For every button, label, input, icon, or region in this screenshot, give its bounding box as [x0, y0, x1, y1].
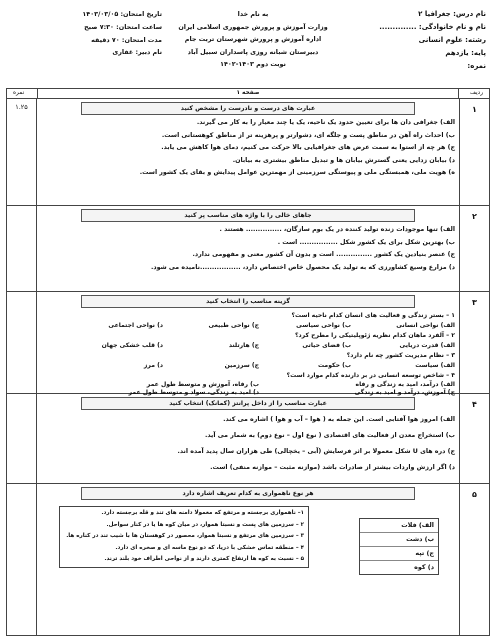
- teacher-name: نام دبیر: غفاری: [112, 48, 162, 57]
- mc-option: ج) آموزش، درآمد و امید به زندگی: [354, 389, 455, 396]
- score-label: نمره:: [467, 62, 486, 70]
- exam-time: ساعت امتحان: ۷:۳۰ صبح: [84, 22, 162, 31]
- mc-option: الف) سیاست: [415, 362, 455, 369]
- student-info: [358, 8, 486, 73]
- question-title: گزینه مناسب را انتخاب کنید: [81, 295, 415, 308]
- mc-option: د) نواحی اجتماعی: [108, 322, 163, 329]
- grade-level: پایه: یازدهم: [445, 49, 486, 57]
- mc-option: ب) فضای حیاتی: [302, 342, 351, 349]
- term: د) کوه: [414, 563, 434, 571]
- term: ب) دشت: [360, 533, 438, 547]
- mc-option: الف) نواحی انسانی: [396, 322, 455, 329]
- definition: ۲ – سرزمین های پست و نسبتا هموار، در میان کوه ها یا در کنار سواحل.: [106, 521, 304, 528]
- statement: د) بیابان زدایی یعنی گسترش بیابان ها و تبدیل مناطق بیشتری به بیابان.: [232, 156, 455, 164]
- question-4: [6, 394, 490, 484]
- question-score: [7, 206, 37, 291]
- question-score: [7, 292, 37, 393]
- question-body: [37, 292, 459, 396]
- blank-statement: ج) عنصر بنیادین یک کشور ............... است و بدون آن کشور معنی و مفهومی ندارد.: [192, 251, 455, 258]
- mc-option: الف) درآمد، امید به زندگی و رفاه: [355, 381, 455, 388]
- exam-duration: مدت امتحان: ۷۰ دقیقه: [91, 35, 162, 44]
- choice-statement: د) اگر ارزش واردات بیشتر از صادرات باشد (موازنه مثبت – موازنه منفی) است.: [210, 464, 455, 471]
- exam-term: نوبت دوم ۱۴۰۳-۱۴۰۲: [220, 60, 286, 68]
- mc-option: ج) سرزمین: [224, 362, 259, 369]
- score-column-label: نمره: [13, 90, 25, 96]
- term: الف) فلات: [360, 519, 438, 533]
- question-1: [6, 99, 490, 206]
- question-title: عبارت مناسب را از داخل پرانتز (کمانک) انتخاب کنید: [81, 397, 415, 410]
- row-label: ردیف: [470, 90, 483, 96]
- definition: ۳ – سرزمین های مرتفع و نسبتا هموار، محصور در کوهستان ها با شیب تند در کناره ها.: [66, 533, 304, 540]
- question-5: [6, 484, 490, 636]
- divider: [37, 89, 38, 98]
- statement: ه) هویت ملی، همبستگی ملی و پیوستگی سرزمینی از مهمترین عوامل پیدایش و بقای یک کشور است.: [139, 169, 455, 176]
- mc-option: ب) نواحی سیاسی: [296, 322, 351, 329]
- question-3: [6, 292, 490, 394]
- question-2: [6, 206, 490, 292]
- question-title: عبارت های درست و نادرست را مشخص کنید: [81, 102, 415, 115]
- question-number: ۲: [459, 206, 489, 291]
- question-body: [37, 99, 459, 205]
- course-name: نام درس: جغرافیا ۲: [418, 10, 486, 18]
- table-header-bar: [6, 88, 490, 99]
- terms-box: [359, 518, 439, 575]
- mc-option: ج) نواحی طبیعی: [208, 322, 259, 329]
- education-office: اداره آموزش و پرورش شهرستان تربت جام: [184, 35, 322, 43]
- field-of-study: رشته: علوم انسانی: [418, 36, 486, 44]
- student-name: نام و نام خانوادگی: ..............: [379, 23, 486, 31]
- question-number: ۵: [459, 484, 489, 635]
- choice-statement: الف) امروز هوا آفتابی است. این جمله به ( هوا – آب و هوا ) اشاره می کند.: [223, 416, 455, 423]
- school-info: [158, 8, 348, 71]
- basmala: به نام خدا: [237, 10, 269, 18]
- exam-date: تاریخ امتحان: ۱۴۰۳/۰۳/۰۵: [82, 10, 162, 18]
- mc-question: ۳ – نظام مدیریت کشور چه نام دارد؟: [346, 352, 455, 359]
- exam-header: [6, 6, 490, 86]
- question-number: ۳: [459, 292, 489, 393]
- question-body: [37, 206, 459, 291]
- mc-question: ۱ – بستر زندگی و فعالیت های انسان کدام ناحیه است؟: [291, 312, 455, 319]
- question-number: ۱: [459, 99, 489, 205]
- question-score: [7, 484, 37, 635]
- question-title: هر نوع ناهمواری به کدام تعریف اشاره دارد: [81, 487, 415, 500]
- ministry-name: وزارت آموزش و پرورش جمهوری اسلامی ایران: [178, 22, 328, 31]
- definition: ۵ – نسبت به کوه ها ارتفاع کمتری دارند و از نواحی اطراف خود بلند ترند.: [104, 556, 304, 563]
- question-body: [37, 484, 459, 635]
- page-number: صفحه ۱: [236, 90, 260, 96]
- mc-option: ب) حکومت: [317, 362, 351, 369]
- mc-option: د) قلب خشکی جهان: [101, 342, 163, 349]
- question-title: جاهای خالی را با واژه های مناسب پر کنید: [81, 209, 415, 222]
- term: ج) تپه: [360, 547, 438, 561]
- mc-option: د) مرز: [143, 362, 163, 369]
- statement-list: [41, 117, 455, 180]
- statement: الف) جغرافی دان ها برای تعیین حدود یک ناحیه، یک یا چند معیار را به کار می گیرند.: [196, 119, 455, 126]
- statement: ب) احداث راه آهن در مناطق پست و جلگه ای، دشوارتر و پرهزینه تر از مناطق کوهستانی است.: [161, 131, 455, 139]
- exam-page: [6, 6, 490, 636]
- mc-option: ب) رفاه، آموزش و متوسط طول عمر: [146, 381, 259, 388]
- choice-list: [41, 412, 455, 476]
- mc-question: ۴ – شاخص توسعه انسانی در بر دارنده کدام موارد است؟: [286, 372, 455, 379]
- mc-option: د) امید به زندگی، سواد و متوسط طول عمر: [128, 389, 259, 396]
- mc-question: ۲ – آلفرد ماهان کدام نظریه ژئوپلیتیکی را مطرح کرد؟: [295, 332, 455, 339]
- statement: ج) هر چه از استوا به سمت عرض های جغرافیایی بالا حرکت می کنیم، دمای هوا کاهش می یابد.: [161, 144, 455, 151]
- question-score: [7, 394, 37, 483]
- question-number: ۴: [459, 394, 489, 483]
- blank-list: [41, 224, 455, 274]
- school-name: دبیرستان شبانه روزی پاسداران سبیل آباد: [187, 47, 319, 56]
- blank-statement: الف) تنها موجودات زنده تولید کننده در یک بوم سازگان، ............... هستند .: [219, 226, 455, 233]
- question-body: [37, 394, 459, 483]
- blank-statement: ب) بهترین شکل برای یک کشور شکل ................ است .: [277, 238, 455, 246]
- question-score: ۱.۲۵: [7, 99, 37, 205]
- exam-info: [12, 8, 162, 59]
- definition: ۴ – منطقه تماس خشکی با دریا، که دو نوع ماسه ای و صخره ای دارد.: [115, 544, 304, 551]
- blank-statement: د) مزارع وسیع کشاورزی که به تولید یک محصول خاص اختصاص دارد، .................نامیده می شود.: [150, 263, 455, 271]
- definition: ۱– ناهمواری برجسته و مرتفع که معمولا دامنه های تند و قله برجسته دارد.: [101, 510, 304, 516]
- choice-statement: ب) استخراج معدن از فعالیت های اقتصادی ( نوع اول – نوع دوم) به شمار می آید.: [204, 432, 455, 439]
- definitions-box: [59, 506, 309, 568]
- mc-option: الف) قدرت دریایی: [399, 342, 455, 349]
- choice-statement: ج) دره های U شکل معمولا بر اثر فرسایش (آبی – یخچالی) طی هزاران سال پدید آمده اند.: [177, 448, 455, 455]
- mc-option: ج) هارتلند: [228, 342, 259, 349]
